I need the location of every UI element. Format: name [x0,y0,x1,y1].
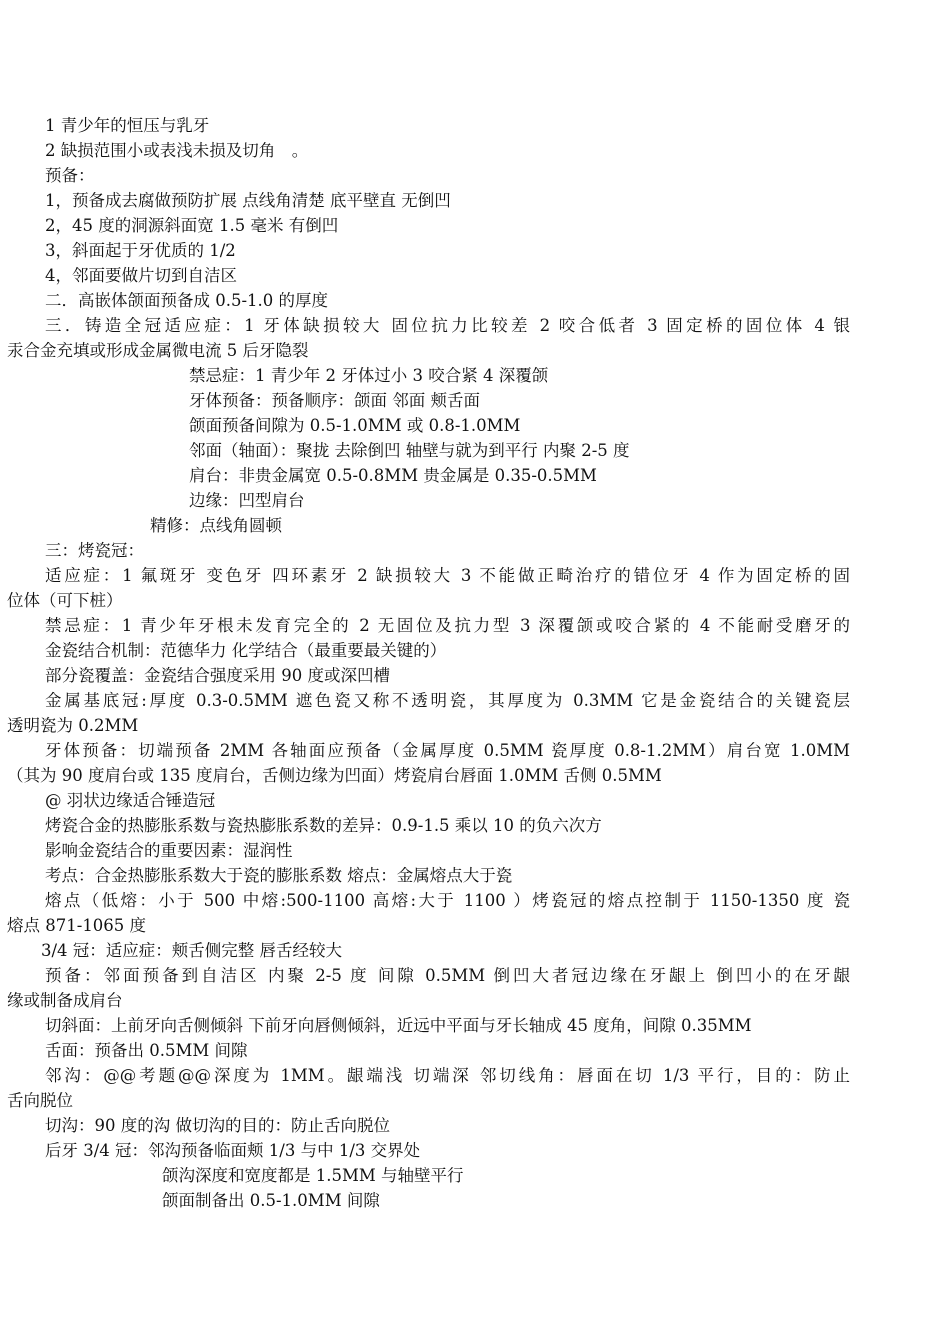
text-line: 熔点（低熔：小于 500 中熔:500-1100 高熔:大于 1100 ）烤瓷冠的熔点控制于 1150-1350 度 瓷 [45,891,850,910]
text-line: 影响金瓷结合的重要因素：湿润性 [45,841,293,860]
text-line: 部分瓷覆盖：金瓷结合强度采用 90 度或深凹槽 [45,666,390,685]
text-line: 3/4 冠：适应症：颊舌侧完整 唇舌经较大 [41,941,343,960]
text-line: 4，邻面要做片切到自洁区 [45,266,237,285]
text-line: 禁忌症：1 青少年 2 牙体过小 3 咬合紧 4 深覆颌 [189,366,549,385]
text-line: 熔点 871-1065 度 [7,916,147,935]
text-line: 舌向脱位 [7,1091,73,1110]
text-line: 邻面（轴面）：聚拢 去除倒凹 轴壁与就为到平行 内聚 2-5 度 [189,441,630,460]
text-line: 颌面预备间隙为 0.5-1.0MM 或 0.8-1.0MM [189,416,521,435]
text-line: 预备：邻面预备到自洁区 内聚 2-5 度 间隙 0.5MM 倒凹大者冠边缘在牙龈上 倒凹小的在牙龈 [45,966,850,985]
text-line: 金瓷结合机制：范德华力 化学结合（最重要最关键的） [45,641,447,660]
text-line: 舌面：预备出 0.5MM 间隙 [45,1041,248,1060]
text-line: 缘或制备成肩台 [7,991,123,1010]
text-line: 颌面制备出 0.5-1.0MM 间隙 [162,1191,380,1210]
text-line: 2 缺损范围小或表浅未损及切角 。 [45,141,309,160]
text-line: 考点：合金热膨胀系数大于瓷的膨胀系数 熔点：金属熔点大于瓷 [45,866,513,885]
text-line: 精修：点线角圆顿 [150,516,282,535]
text-line: 切沟：90 度的沟 做切沟的目的：防止舌向脱位 [45,1116,390,1135]
text-line: 颌沟深度和宽度都是 1.5MM 与轴壁平行 [162,1166,464,1185]
text-line: 位体（可下桩） [7,591,123,610]
text-line: 2，45 度的洞源斜面宽 1.5 毫米 有倒凹 [45,216,339,235]
text-line: 透明瓷为 0.2MM [7,716,139,735]
text-line: 邻沟：@@考题@@深度为 1MM。龈端浅 切端深 邻切线角：唇面在切 1/3 平行，目的：防止 [45,1066,850,1085]
text-line: 1 青少年的恒压与乳牙 [45,116,210,135]
text-line: 三：烤瓷冠： [45,541,144,560]
text-line: 后牙 3/4 冠：邻沟预备临面颊 1/3 与中 1/3 交界处 [45,1141,421,1160]
text-line: 汞合金充填或形成金属微电流 5 后牙隐裂 [7,341,309,360]
text-line: 禁忌症：1 青少年牙根未发育完全的 2 无固位及抗力型 3 深覆颌或咬合紧的 4 不能耐受磨牙的 [45,616,850,635]
text-line: 边缘：凹型肩台 [189,491,305,510]
text-line: （其为 90 度肩台或 135 度肩台，舌侧边缘为凹面）烤瓷肩台唇面 1.0MM 舌侧 0.5MM [7,766,662,785]
text-line: 金属基底冠:厚度 0.3-0.5MM 遮色瓷又称不透明瓷，其厚度为 0.3MM 它是金瓷结合的关键瓷层 [45,691,850,710]
text-line: 三．铸造全冠适应症：1 牙体缺损较大 固位抗力比较差 2 咬合低者 3 固定桥的固位体 4 银 [45,316,850,335]
text-line: 1，预备成去腐做预防扩展 点线角清楚 底平壁直 无倒凹 [45,191,451,210]
text-line: 预备： [45,166,95,185]
text-line: 烤瓷合金的热膨胀系数与瓷热膨胀系数的差异：0.9-1.5 乘以 10 的负六次方 [45,816,602,835]
text-line: 牙体预备：切端预备 2MM 各轴面应预备（金属厚度 0.5MM 瓷厚度 0.8-1.2MM）肩台宽 1.0MM [45,741,850,760]
text-line: @ 羽状边缘适合锤造冠 [45,791,216,810]
text-line: 适应症：1 氟斑牙 变色牙 四环素牙 2 缺损较大 3 不能做正畸治疗的错位牙 4 作为固定桥的固 [45,566,850,585]
text-line: 牙体预备：预备顺序：颌面 邻面 颊舌面 [189,391,480,410]
text-line: 3，斜面起于牙优质的 1/2 [45,241,236,260]
text-line: 切斜面：上前牙向舌侧倾斜 下前牙向唇侧倾斜，近远中平面与牙长轴成 45 度角，间隙 0.35MM [45,1016,752,1035]
text-line: 肩台：非贵金属宽 0.5-0.8MM 贵金属是 0.35-0.5MM [189,466,597,485]
text-line: 二．高嵌体颌面预备成 0.5-1.0 的厚度 [45,291,329,310]
